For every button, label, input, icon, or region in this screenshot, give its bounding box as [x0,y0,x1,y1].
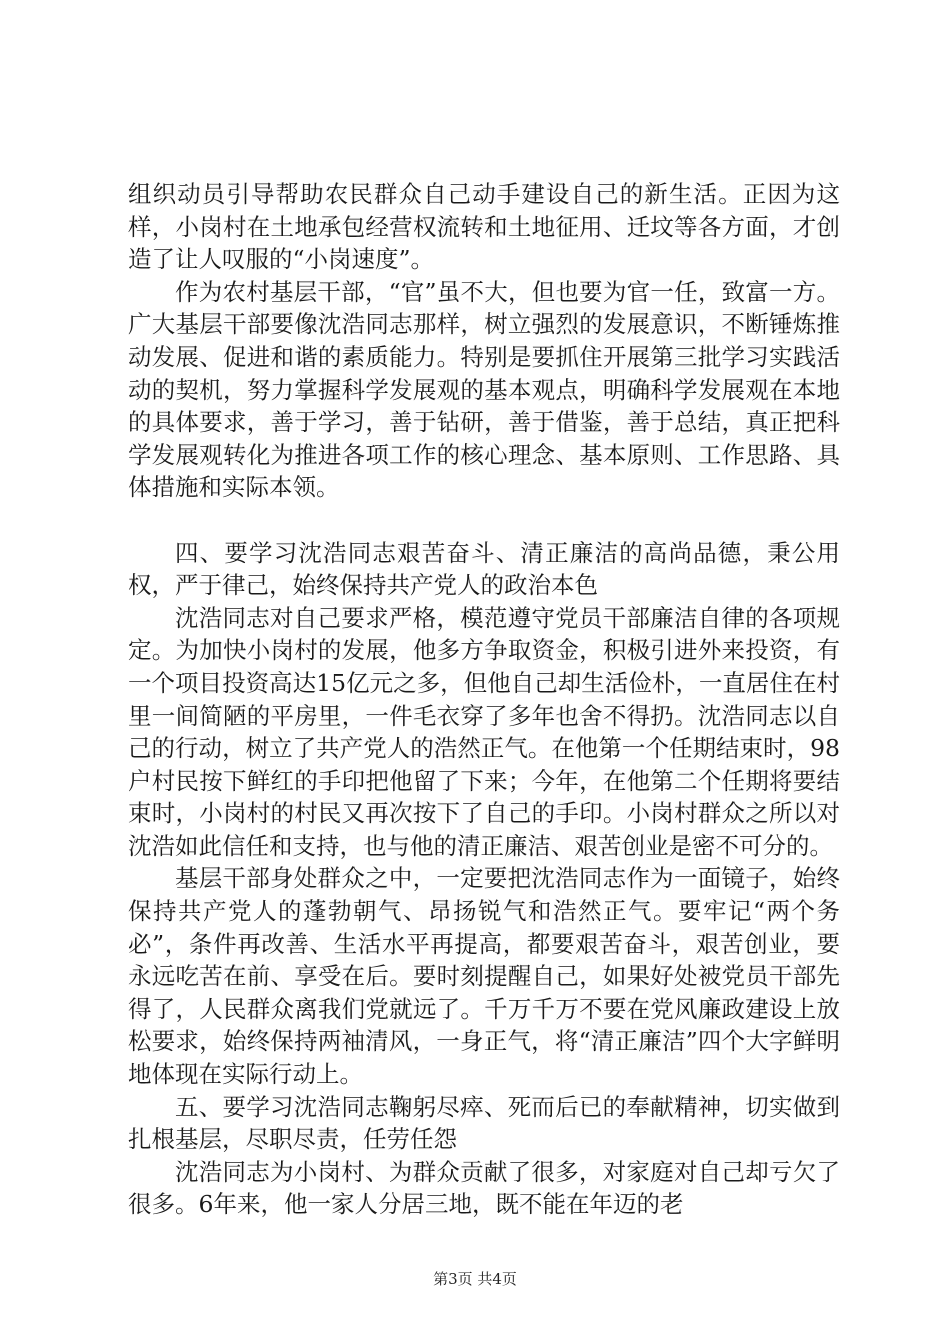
page-number-footer: 第3页 共4页 [433,1270,517,1288]
paragraph-dedication: 沈浩同志为小岗村、为群众贡献了很多，对家庭对自己却亏欠了很多。6年来，他一家人分居三地，既不能在年迈的老 [128,1157,840,1219]
paragraph-mirror-example: 基层干部身处群众之中，一定要把沈浩同志作为一面镜子，始终保持共产党人的蓬勃朝气、昂扬锐气和浩然正气。要牢记“两个务必”，条件再改善、生活水平再提高，都要艰苦奋斗，艰苦创业，要永远吃苦在前、享受在后。要时刻提醒自己，如果好处被党员干部先得了，人民群众离我们党就远了。千万千万不要在党风廉政建设上放松要求，始终保持两袖清风，一身正气，将“清正廉洁”四个大字鲜明地体现在实际行动上。 [128,864,840,1089]
paragraph-cadre-development: 作为农村基层干部，“官”虽不大，但也要为官一任，致富一方。广大基层干部要像沈浩同志那样，树立强烈的发展意识，不断锤炼推动发展、促进和谐的素质能力。特别是要抓住开展第三批学习实践活动的契机，努力掌握科学发展观的基本观点，明确科学发展观在本地的具体要求，善于学习，善于钻研，善于借鉴，善于总结，真正把科学发展观转化为推进各项工作的核心理念、基本原则、工作思路、具体措施和实际本领。 [128,277,840,502]
document-body [128,178,840,1221]
paragraph-continuation: 组织动员引导帮助农民群众自己动手建设自己的新生活。正因为这样，小岗村在土地承包经营权流转和土地征用、迁坟等各方面，才创造了让人叹服的“小岗速度”。 [128,180,840,274]
paragraph-spacer [128,504,840,537]
section-heading-five: 五、要学习沈浩同志鞠躬尽瘁、死而后已的奉献精神，切实做到扎根基层，尽职尽责，任劳任怨 [128,1092,840,1154]
paragraph-strict-self-discipline: 沈浩同志对自己要求严格，模范遵守党员干部廉洁自律的各项规定。为加快小岗村的发展，他多方争取资金，积极引进外来投资，有一个项目投资高达15亿元之多，但他自己却生活俭朴，一直居住在村里一间简陋的平房里，一件毛衣穿了多年也舍不得扔。沈浩同志以自己的行动，树立了共产党人的浩然正气。在他第一个任期结束时，98户村民按下鲜红的手印把他留了下来；今年，在他第二个任期将要结束时，小岗村的村民又再次按下了自己的手印。小岗村群众之所以对沈浩如此信任和支持，也与他的清正廉洁、艰苦创业是密不可分的。 [128,603,840,860]
section-heading-four: 四、要学习沈浩同志艰苦奋斗、清正廉洁的高尚品德，秉公用权，严于律己，始终保持共产党人的政治本色 [128,538,840,600]
